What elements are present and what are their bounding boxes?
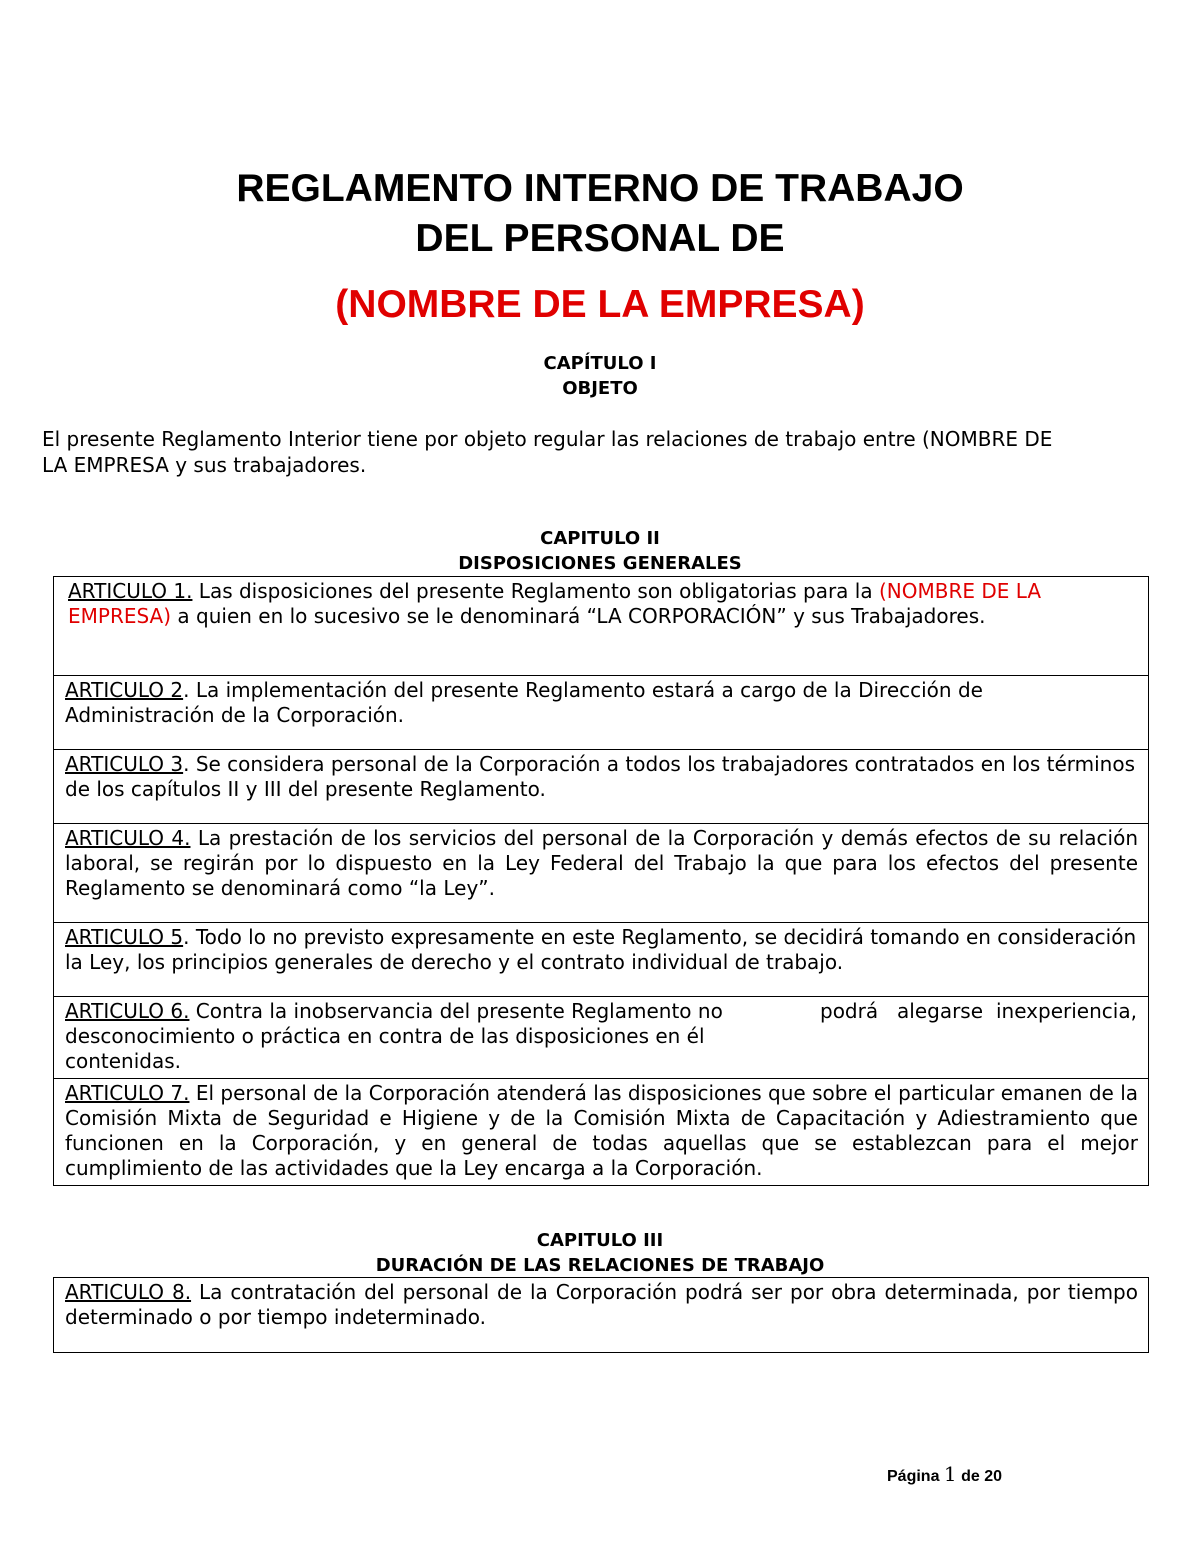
article-5 [54,923,1149,997]
chapter1-body-line2: LA EMPRESA y sus trabajadores. [42,453,367,477]
article-row [54,923,1149,997]
article-1 [54,577,1149,676]
article-2 [54,676,1149,750]
article-6-col3: alegarse [897,999,984,1023]
company-name-placeholder: (NOMBRE DE LA EMPRESA) [335,283,865,326]
article-label: ARTICULO 1. [68,579,193,603]
article-text: El personal de la Corporación atenderá las disposiciones que sobre el particular emanen de la Comisión Mixta de Seguridad e Higiene y de la Comisión Mixta de Capacitación y Adiestramiento que funcionen en la Corporación, y en general de todas aquellas que se establezcan para el mejor cumplimiento de las actividades que la Ley encarga a la Corporación. [65,1081,1139,1180]
article-row [54,1278,1149,1353]
article-row [54,750,1149,824]
article-text: La prestación de los servicios del personal de la Corporación y demás efectos de su relación laboral, se regirán por lo dispuesto en la Ley Federal del Trabajo la que para los efectos del presente Reglamento se denominará como “la Ley”. [65,826,1138,900]
company-name-inline: (NOMBRE DE LA EMPRESA) [68,579,1042,628]
article-text: Contra la inobservancia del presente Reglamento no desconocimiento o práctica en contra de las disposiciones en él contenidas. [65,999,723,1073]
article-4 [54,824,1149,923]
chapter1-label: CAPÍTULO I [543,353,657,374]
article-7 [54,1079,1149,1186]
article-row [54,824,1149,923]
article-text: La contratación del personal de la Corporación podrá ser por obra determinada, por tiempo determinado o por tiempo indeterminado. [65,1280,1138,1329]
article-6-col1 [65,999,820,1074]
article-text: . Todo lo no previsto expresamente en este Reglamento, se decidirá tomando en consideración la Ley, los principios generales de derecho y el contrato individual de trabajo. [65,925,1137,974]
article-text: Las disposiciones del presente Reglamento son obligatorias para la [192,579,879,603]
article-text: . La implementación del presente Reglamento estará a cargo de la Dirección de Administración de la Corporación. [65,678,983,727]
article-text: . Se considera personal de la Corporación a todos los trabajadores contratados en los términos de los capítulos II y III del presente Reglamento. [65,752,1135,801]
chapter3-articles-table [53,1277,1149,1353]
article-6-columns [65,999,1138,1074]
article-6-col2: podrá [820,999,879,1023]
chapter1-heading: OBJETO [562,378,638,399]
article-8 [54,1278,1149,1353]
article-row [54,1079,1149,1186]
article-label: ARTICULO 4. [65,826,191,850]
article-6 [54,997,1149,1079]
chapter2-label: CAPITULO II [540,528,660,549]
article-6-col4: inexperiencia, [996,999,1137,1023]
chapter3-heading: DURACIÓN DE LAS RELACIONES DE TRABAJO [375,1255,825,1276]
article-label: ARTICULO 7. [65,1081,190,1105]
article-label: ARTICULO 6. [65,999,190,1023]
article-row [54,577,1149,676]
chapter3-label: CAPITULO III [536,1230,664,1251]
chapter1-body [42,426,1152,478]
article-label: ARTICULO 2 [65,678,184,702]
chapter1-body-line1: El presente Reglamento Interior tiene por objeto regular las relaciones de trabajo entre (NOMBRE DE [42,427,1053,451]
article-label: ARTICULO 8. [65,1280,192,1304]
chapter2-heading: DISPOSICIONES GENERALES [458,553,742,574]
document-title-line1: REGLAMENTO INTERNO DE TRABAJO [236,167,964,210]
article-text: a quien en lo sucesivo se le denominará “LA CORPORACIÓN” y sus Trabajadores. [171,604,986,628]
page-number: 1 [943,1462,957,1486]
article-3 [54,750,1149,824]
total-pages: 20 [984,1468,1003,1485]
page-footer [887,1462,1002,1489]
article-row [54,676,1149,750]
document-title-line2: DEL PERSONAL DE [415,217,785,260]
article-row [54,997,1149,1079]
article-label: ARTICULO 3 [65,752,184,776]
page-word: Página [887,1468,940,1485]
of-word: de [961,1468,980,1485]
chapter2-articles-table [53,576,1149,1186]
article-label: ARTICULO 5 [65,925,184,949]
